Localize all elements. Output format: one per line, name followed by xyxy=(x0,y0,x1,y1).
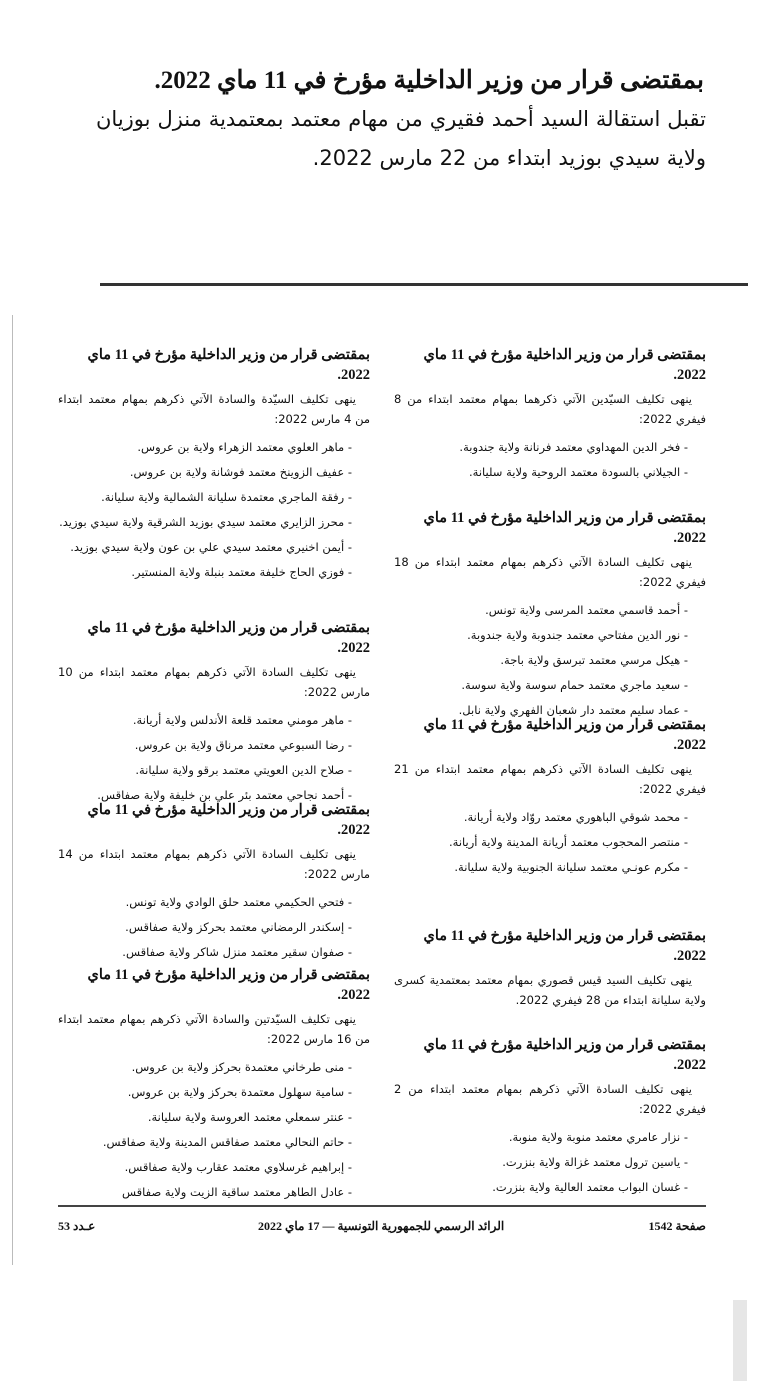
publication-title: الرائد الرسمي للجمهورية التونسية — 17 ماي 2022 xyxy=(258,1219,505,1233)
appointee-list xyxy=(58,435,370,585)
list-item: - فخر الدين المهداوي معتمد فرنانة ولاية جندوبة. xyxy=(459,440,688,454)
decree-text: ينهى تكليف السيّدين الآتي ذكرهما بمهام معتمد ابتداء من 8 فيفري 2022: xyxy=(394,392,706,426)
appointee-list xyxy=(394,598,706,723)
decree-section xyxy=(58,618,370,808)
decree-heading: بمقتضى قرار من وزير الداخلية مؤرخ في 11 ماي 2022. xyxy=(87,620,370,656)
list-item: - أيمن اخنيري معتمد سيدي علي بن عون ولاية سيدي بوزيد. xyxy=(70,540,352,554)
list-item: - ياسين ترول معتمد غزالة ولاية بنزرت. xyxy=(502,1155,688,1169)
list-item: - رفقة الماجري معتمدة سليانة الشمالية ولاية سليانة. xyxy=(101,490,352,504)
decree-section xyxy=(58,345,370,585)
decree-heading: بمقتضى قرار من وزير الداخلية مؤرخ في 11 ماي 2022. xyxy=(423,928,706,964)
list-item: - ماهر مومني معتمد قلعة الأندلس ولاية أريانة. xyxy=(132,713,352,727)
list-item: - ماهر العلوي معتمد الزهراء ولاية بن عروس. xyxy=(137,440,352,454)
decree-text: ينهى تكليف السادة الآتي ذكرهم بمهام معتمد ابتداء من 21 فيفري 2022: xyxy=(394,762,706,796)
decree-text: ينهى تكليف السادة الآتي ذكرهم بمهام معتمد ابتداء من 18 فيفري 2022: xyxy=(394,555,706,589)
decree-heading: بمقتضى قرار من وزير الداخلية مؤرخ في 11 ماي 2022. xyxy=(87,802,370,838)
list-item: - مكرم عونـي معتمد سليانة الجنوبية ولاية سليانة. xyxy=(454,860,688,874)
decree-section xyxy=(58,800,370,965)
list-item: - منتصر المحجوب معتمد أريانة المدينة ولاية أريانة. xyxy=(449,835,688,849)
list-item: - إبراهيم غرسلاوي معتمد عقارب ولاية صفاقس. xyxy=(124,1160,352,1174)
decree-text: ينهى تكليف السيّدة والسادة الآتي ذكرهم بمهام معتمد ابتداء من 4 مارس 2022: xyxy=(58,392,370,426)
list-item: - أحمد نجاحي معتمد بئر علي بن خليفة ولاية صفاقس. xyxy=(97,788,352,802)
decree-section xyxy=(394,1035,706,1200)
list-item: - الجيلاني بالسودة معتمد الروحية ولاية سليانة. xyxy=(469,465,688,479)
list-item: - حاتم النحالي معتمد صفاقس المدينة ولاية صفاقس. xyxy=(102,1135,352,1149)
decree-heading: بمقتضى قرار من وزير الداخلية مؤرخ في 11 ماي 2022. xyxy=(423,347,706,383)
list-item: - سعيد ماجري معتمد حمام سوسة ولاية سوسة. xyxy=(461,678,688,692)
list-item: - عفيف الزوينخ معتمد فوشانة ولاية بن عروس. xyxy=(129,465,352,479)
decree-heading: بمقتضى قرار من وزير الداخلية مؤرخ في 11 ماي 2022. xyxy=(87,967,370,1003)
list-item: - أحمد قاسمي معتمد المرسى ولاية تونس. xyxy=(485,603,688,617)
list-item: - محرز الزايري معتمد سيدي بوزيد الشرقية ولاية سيدي بوزيد. xyxy=(59,515,352,529)
list-item: - رضا السبوعي معتمد مرناق ولاية بن عروس. xyxy=(134,738,352,752)
scrollbar[interactable] xyxy=(733,1300,747,1381)
list-item: - عنتر سمعلي معتمد العروسة ولاية سليانة. xyxy=(147,1110,352,1124)
appointee-list xyxy=(58,1055,370,1205)
appointee-list xyxy=(58,890,370,965)
page-title: بمقتضى قرار من وزير الداخلية مؤرخ في 11 ماي 2022. xyxy=(154,66,704,94)
page-number: صفحة 1542 xyxy=(648,1219,706,1233)
decree-text: ينهى تكليف السيّدتين والسادة الآتي ذكرهم بمهام معتمد ابتداء من 16 مارس 2022: xyxy=(58,1012,370,1046)
decree-text: ينهى تكليف السيد قيس قصوري بمهام معتمد بمعتمدية كسرى ولاية سليانة ابتداء من 28 فيفري 2022. xyxy=(394,973,706,1007)
decree-section xyxy=(394,345,706,485)
decree-section xyxy=(394,926,706,1016)
decree-heading: بمقتضى قرار من وزير الداخلية مؤرخ في 11 ماي 2022. xyxy=(423,1037,706,1073)
list-item: - غسان البواب معتمد العالية ولاية بنزرت. xyxy=(492,1180,688,1194)
list-item: - سامية سهلول معتمدة بحركز ولاية بن عروس. xyxy=(127,1085,352,1099)
list-item: - إسكندر الرمضاني معتمد بحركز ولاية صفاقس. xyxy=(125,920,352,934)
list-item: - نزار عامري معتمد منوبة ولاية منوبة. xyxy=(508,1130,688,1144)
decree-text: ينهى تكليف السادة الآتي ذكرهم بمهام معتمد ابتداء من 2 فيفري 2022: xyxy=(394,1082,706,1116)
list-item: - عادل الطاهر معتمد ساقية الزيت ولاية صفاقس xyxy=(121,1185,352,1199)
footer-divider xyxy=(58,1205,706,1207)
list-item: - فتحي الحكيمي معتمد حلق الوادي ولاية تونس. xyxy=(125,895,352,909)
appointee-list xyxy=(394,805,706,880)
list-item: - نور الدين مفتاحي معتمد جندوبة ولاية جندوبة. xyxy=(467,628,688,642)
appointee-list xyxy=(394,1125,706,1200)
decree-text: ينهى تكليف السادة الآتي ذكرهم بمهام معتمد ابتداء من 14 مارس 2022: xyxy=(58,847,370,881)
decree-text: ينهى تكليف السادة الآتي ذكرهم بمهام معتمد ابتداء من 10 مارس 2022: xyxy=(58,665,370,699)
decree-heading: بمقتضى قرار من وزير الداخلية مؤرخ في 11 ماي 2022. xyxy=(423,510,706,546)
decree-section xyxy=(58,965,370,1205)
list-item: - عماد سليم معتمد دار شعبان الفهري ولاية نابل. xyxy=(458,703,688,717)
appointee-list xyxy=(58,708,370,808)
list-item: - منى طرخاني معتمدة بحركز ولاية بن عروس. xyxy=(131,1060,352,1074)
list-item: - هيكل مرسي معتمد تبرسق ولاية باجة. xyxy=(500,653,688,667)
decree-heading: بمقتضى قرار من وزير الداخلية مؤرخ في 11 ماي 2022. xyxy=(423,717,706,753)
margin-line xyxy=(12,315,13,1265)
list-item: - صلاح الدين العويتي معتمد برقو ولاية سليانة. xyxy=(135,763,352,777)
list-item: - محمد شوقي الباهوري معتمد روّاد ولاية أريانة. xyxy=(463,810,688,824)
decree-section xyxy=(394,508,706,723)
issue-number: عـدد 53 xyxy=(58,1219,96,1233)
appointee-list xyxy=(394,435,706,485)
list-item: - صفوان سقير معتمد منزل شاكر ولاية صفاقس. xyxy=(122,945,352,959)
decree-section xyxy=(394,715,706,880)
decree-heading: بمقتضى قرار من وزير الداخلية مؤرخ في 11 ماي 2022. xyxy=(87,347,370,383)
header-divider xyxy=(100,283,748,286)
intro-paragraph: تقبل استقالة السيد أحمد فقيري من مهام معتمد بمعتمدية منزل بوزيان ولاية سيدي بوزيد ابتداء من 22 مارس 2022. xyxy=(96,107,706,170)
list-item: - فوزي الحاج خليفة معتمد بنبلة ولاية المنستير. xyxy=(131,565,352,579)
